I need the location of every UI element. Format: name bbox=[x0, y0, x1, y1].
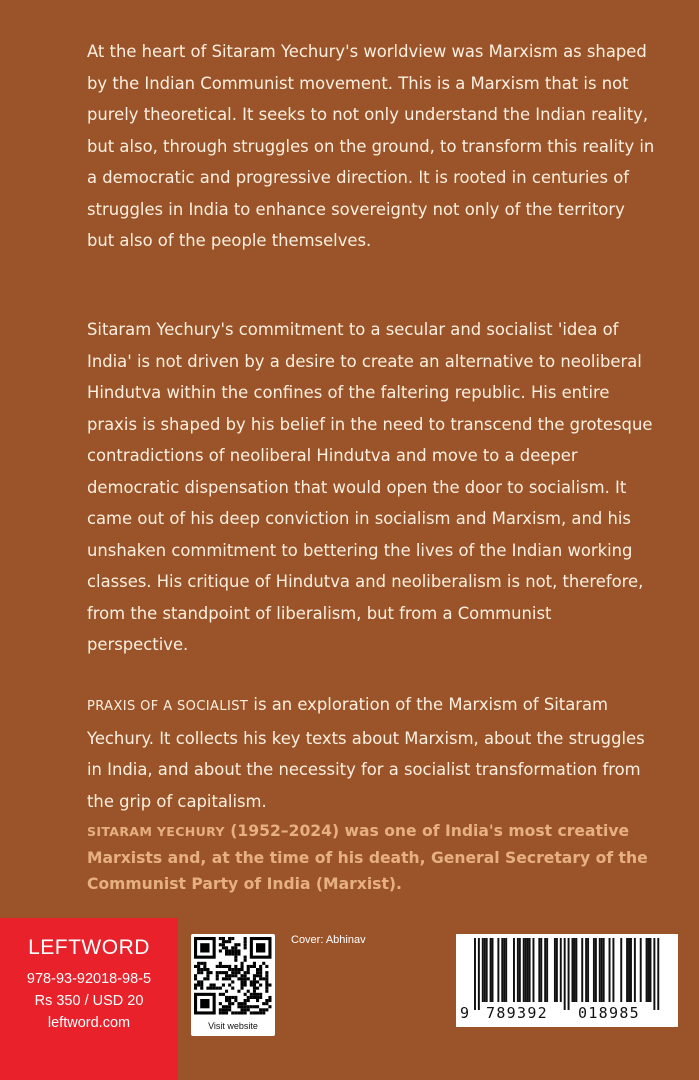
barcode-group-left: 789392 bbox=[486, 1004, 548, 1022]
barcode-group-right: 018985 bbox=[578, 1004, 640, 1022]
qr-caption: Visit website bbox=[208, 1021, 258, 1031]
description-paragraph-1: At the heart of Sitaram Yechury's worldview was Marxism as shaped by the Indian Communist movement. This is a Marxism that is not purely theoretical. It seeks to not only understand the Indian reality, but also, through struggles on the ground, to transform this reality in a democratic and progressive direction. It is rooted in centuries of struggles in India to enhance sovereignty not only of the territory but also of the people themselves. bbox=[87, 42, 655, 250]
qr-code-icon bbox=[194, 937, 272, 1017]
exploration-paragraph bbox=[87, 689, 657, 817]
publisher-website: leftword.com bbox=[47, 1015, 131, 1031]
author-bio-text: (1952–2024) was one of India's most creative Marxists and, at the time of his death, General Secretary of the Communist Party of India (Marxist). bbox=[87, 822, 648, 893]
cover-credit: Cover: Abhinav bbox=[291, 934, 366, 946]
qr-code[interactable] bbox=[191, 934, 275, 1036]
description-paragraph-2: Sitaram Yechury's commitment to a secular and socialist 'idea of India' is not driven by a desire to create an alternative to neoliberal Hindutva within the confines of the faltering republic. His entire praxis is shaped by his belief in the need to transcend the grotesque contradictions of neoliberal Hindutva and move to a deeper democratic dispensation that would open the door to socialism. It came out of his deep conviction in socialism and Marxism, and his unshaken commitment to bettering the lives of the Indian working classes. His critique of Hindutva and neoliberalism is not, therefore, from the standpoint of liberalism, but from a Communist perspective. bbox=[87, 320, 653, 654]
barcode-digit-first: 9 bbox=[460, 1004, 470, 1022]
price: Rs 350 / USD 20 bbox=[34, 993, 144, 1009]
author-name: SITARAM YECHURY bbox=[87, 824, 225, 839]
exploration-text: is an exploration of the Marxism of Sitaram Yechury. It collects his key texts about Marxism, about the struggles in India, and about the necessity for a socialist transformation from the grip of capitalism. bbox=[87, 695, 645, 811]
publisher-panel bbox=[0, 918, 178, 1080]
isbn-barcode bbox=[456, 934, 678, 1027]
book-title: PRAXIS OF A SOCIALIST bbox=[87, 699, 249, 714]
isbn: 978-93-92018-98-5 bbox=[26, 971, 152, 987]
author-bio bbox=[87, 818, 667, 897]
publisher-logo: LEFTWORD bbox=[28, 936, 150, 959]
